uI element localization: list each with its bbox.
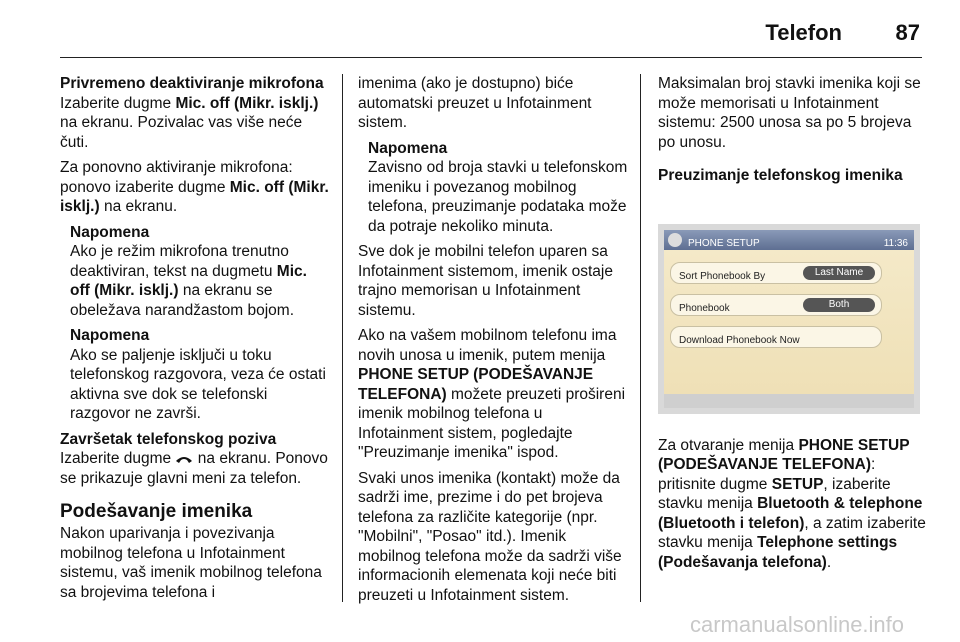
paragraph: imenima (ako je dostupno) biće automatski preuzet u Infotainment sistem. [358,75,592,131]
heading-mute: Privremeno deaktiviranje mikrofona [60,75,324,92]
screen-title-bar: PHONE SETUP 11:36 [664,230,914,250]
column-2 [358,74,628,611]
page-number: 87 [895,20,920,45]
header-title: Telefon [765,20,842,45]
sort-phonebook-row: Sort Phonebook By Last Name [670,262,882,284]
column-divider [640,74,641,602]
note: Napomena Ako se paljenje isključi u toku telefonskog razgovora, veza će ostati aktivna sve dok se telefonski razgovor ne završi. [70,327,326,422]
header-rule [60,57,922,58]
note: Napomena Zavisno od broja stavki u telefonskom imeniku i povezanog mobilnog telefona, preuzimanje podataka može da potraje nekoliko minuta. [368,139,628,235]
paragraph: Nakon uparivanja i povezivanja mobilnog telefona u Infotainment sistemu, vaš imenik mobilnog telefona sa brojevima telefona i [60,525,322,601]
paragraph: Izaberite dugme na ekranu. Ponovo se prikazuje glavni meni za telefon. [60,450,328,487]
paragraph: Sve dok je mobilni telefon uparen sa Infotainment sistemom, imenik ostaje trajno memorisan u Infotainment sistemu. [358,243,613,319]
paragraph: Za ponovno aktiviranje mikrofona: ponovo izaberite dugme Mic. off (Mikr. isklj.) na ekranu. [60,159,329,215]
paragraph: Svaki unos imenika (kontakt) može da sadrži ime, prezime i do pet brojeva telefona za različite kategorije (npr. "Mobilni", "Posao" itd.). Imenik mobilnog telefona može da sadrži više informacionih elemenata koji neće biti preuzeti u Infotainment sistem. [358,469,622,604]
watermark: carmanualsonline.info [690,612,905,637]
phone-setup-screenshot [658,224,920,414]
column-1 [60,74,330,608]
heading-download: Preuzimanje telefonskog imenika [658,167,903,184]
brand-logo-icon [668,233,682,247]
column-3 [658,74,926,578]
phonebook-row: Phonebook Both [670,294,882,316]
download-phonebook-row: Download Phonebook Now [670,326,882,348]
paragraph: Izaberite dugme Mic. off (Mikr. isklj.) na ekranu. Pozivalac vas više neće čuti. [60,94,319,151]
column-divider [342,74,343,602]
paragraph: Ako na vašem mobilnom telefonu ima novih unosa u imenik, putem menija PHONE SETUP (PODEŠAVANJE TELEFONA) možete preuzeti prošireni imenik mobilnog telefona u Infotainment sistem, pogledajte "Preuzimanje imenika" ispod. [358,327,626,461]
page-header [0,14,960,54]
hang-up-icon [175,454,193,464]
section-title: Podešavanje imenika [60,501,253,522]
paragraph: Maksimalan broj stavki imenika koji se može memorisati u Infotainment sistemu: 2500 unosa sa po 5 brojeva po unosu. [658,75,921,151]
note: Napomena Ako je režim mikrofona trenutno deaktiviran, tekst na dugmetu Mic. off (Mikr. isklj.) na ekranu se obeležava narandžastom bojom. [70,223,307,319]
heading-end-call: Završetak telefonskog poziva [60,430,277,448]
paragraph: Za otvaranje menija PHONE SETUP (PODEŠAVANJE TELEFONA): pritisnite dugme SETUP, izaberite stavku menija Bluetooth & telephone (Bluetooth i telefon), a zatim izaberite stavku menija Telephone settings (Podešavanja telefona). [658,436,926,571]
